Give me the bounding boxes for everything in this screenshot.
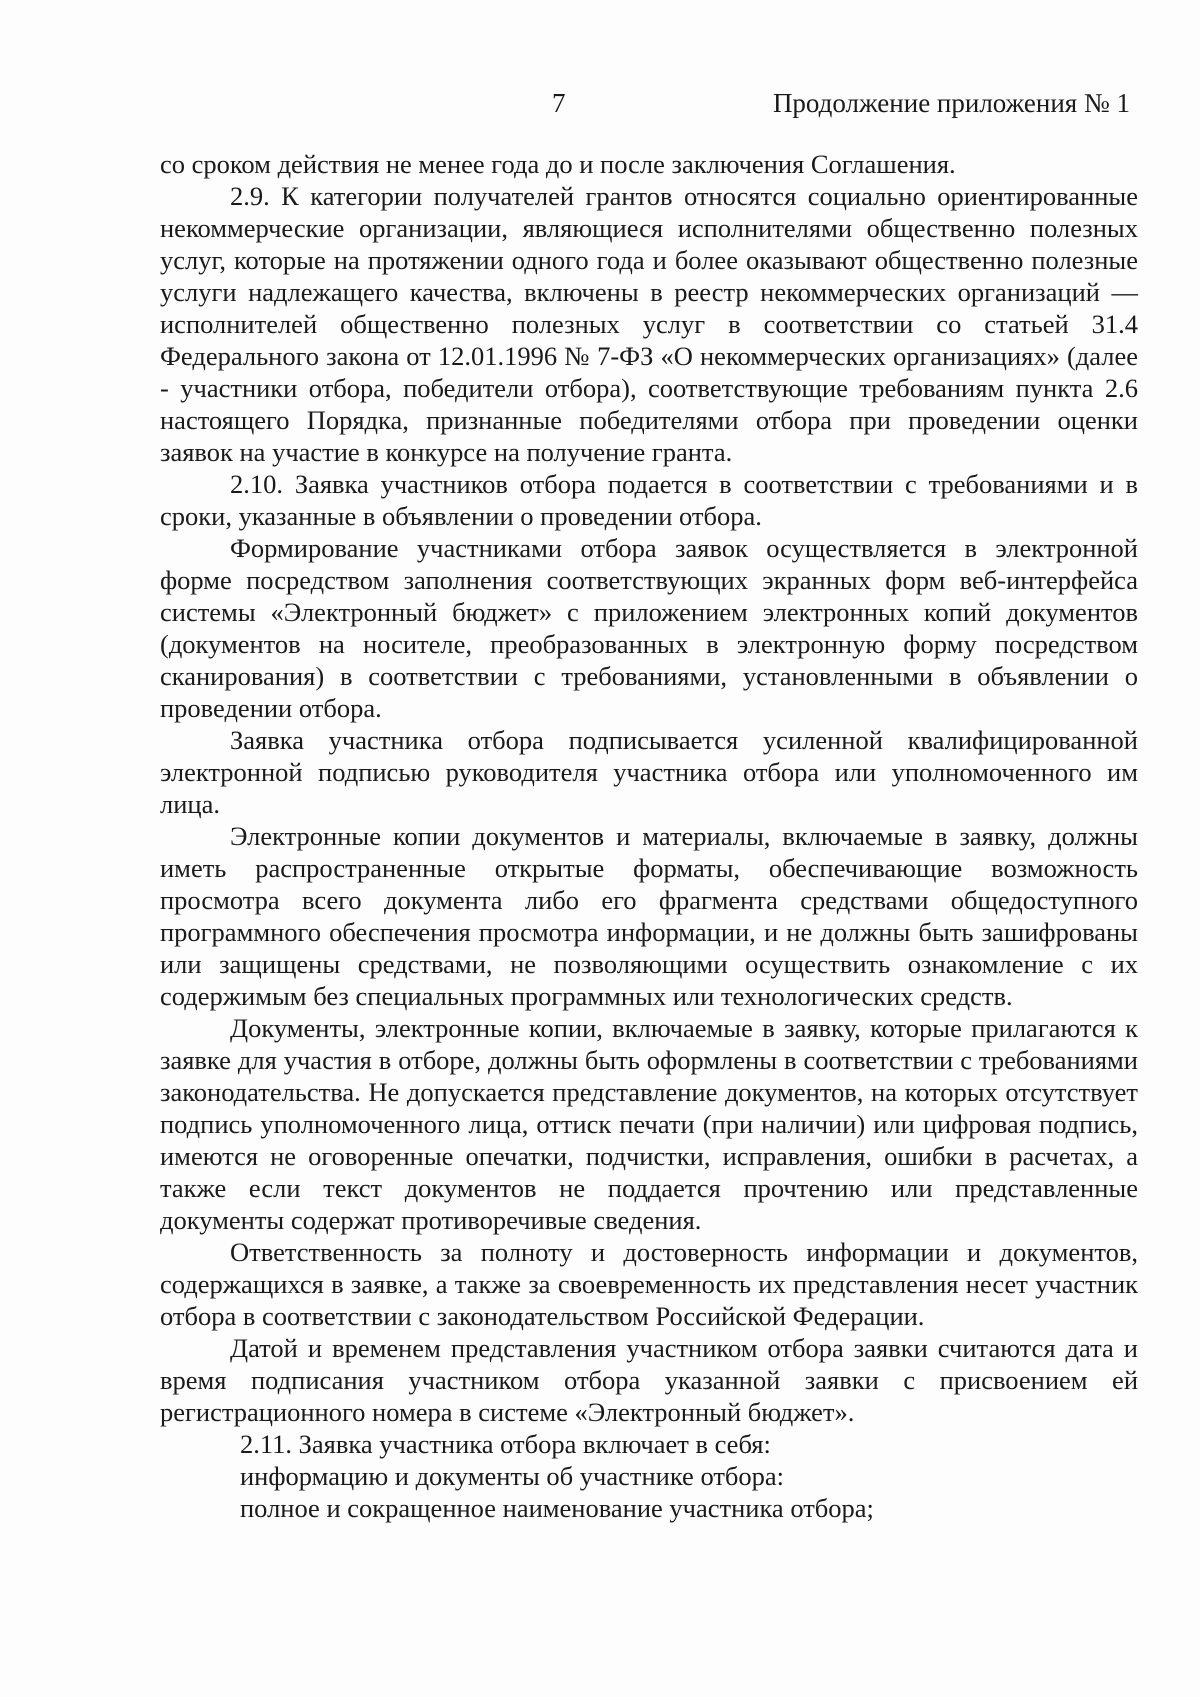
paragraph-2-11: 2.11. Заявка участника отбора включает в себя:: [240, 1429, 771, 1459]
list-item-participant-name: полное и сокращенное наименование участника отбора;: [240, 1493, 874, 1523]
paragraph-2-9: 2.9. К категории получателей грантов относятся социально ориентированные некоммерческие организации, являющиеся исполнителями общественно полезных услуг, которые на протяжении одного года и более оказывают общественно полезные услуги надлежащего качества, включены в реестр некоммерческих организаций — исполнителей общественно полезных услуг в соответствии со статьей 31.4 Федерального закона от 12.01.1996 № 7-ФЗ «О некоммерческих организациях» (далее - участники отбора, победители отбора), соответствующие требованиям пункта 2.6 настоящего Порядка, признанные победителями отбора при проведении оценки заявок на участие в конкурсе на получение гранта.: [160, 181, 1138, 467]
document-body: [160, 148, 1138, 1524]
paragraph-submission-date: Датой и временем представления участником отбора заявки считаются дата и время подписания участником отбора указанной заявки с присвоением ей регистрационного номера в системе «Электронный бюджет».: [160, 1333, 1138, 1427]
paragraph-responsibility: Ответственность за полноту и достоверность информации и документов, содержащихся в заявке, а также за своевременность их представления несет участник отбора в соответствии с законодательством Российской Федерации.: [160, 1237, 1138, 1331]
page-number: 7: [552, 88, 566, 118]
paragraph-electronic-copies: Электронные копии документов и материалы, включаемые в заявку, должны иметь распространенные открытые форматы, обеспечивающие возможность просмотра всего документа либо его фрагмента средствами общедоступного программного обеспечения просмотра информации, и не должны быть зашифрованы или защищены средствами, не позволяющими осуществить ознакомление с их содержимым без специальных программных или технологических средств.: [160, 821, 1138, 1011]
list-item-participant-info: информацию и документы об участнике отбора:: [240, 1461, 785, 1491]
paragraph-2-10: 2.10. Заявка участников отбора подается в соответствии с требованиями и в сроки, указанные в объявлении о проведении отбора.: [160, 469, 1138, 531]
paragraph-application-forming: Формирование участниками отбора заявок осуществляется в электронной форме посредством заполнения соответствующих экранных форм веб-интерфейса системы «Электронный бюджет» с приложением электронных копий документов (документов на носителе, преобразованных в электронную форму посредством сканирования) в соответствии с требованиями, установленными в объявлении о проведении отбора.: [160, 533, 1138, 723]
page-header: [160, 88, 1130, 128]
paragraph-application-signing: Заявка участника отбора подписывается усиленной квалифицированной электронной подписью руководителя участника отбора или уполномоченного им лица.: [160, 725, 1138, 819]
paragraph-continuation: со сроком действия не менее года до и после заключения Соглашения.: [160, 149, 956, 179]
paragraph-documents-requirements: Документы, электронные копии, включаемые в заявку, которые прилагаются к заявке для участия в отборе, должны быть оформлены в соответствии с требованиями законодательства. Не допускается представление документов, на которых отсутствует подпись уполномоченного лица, оттиск печати (при наличии) или цифровая подпись, имеются не оговоренные опечатки, подчистки, исправления, ошибки в расчетах, а также если текст документов не поддается прочтению или представленные документы содержат противоречивые сведения.: [160, 1013, 1138, 1235]
appendix-continuation-title: Продолжение приложения № 1: [772, 88, 1130, 118]
